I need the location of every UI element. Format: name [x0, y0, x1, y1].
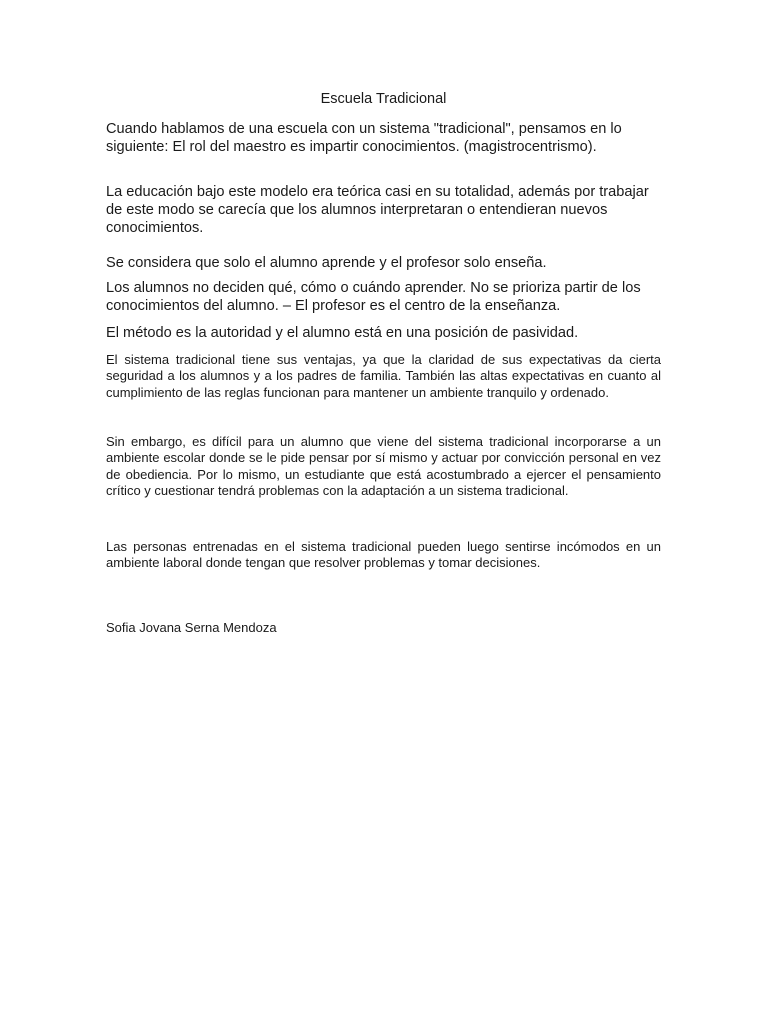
paragraph-sin-embargo: Sin embargo, es difícil para un alumno que viene del sistema tradicional incorporarse a un ambiente escolar donde se le pide pensar por sí mismo y actuar por convicción personal en vez de obediencia. Por lo mismo, un estudiante que está acostumbrado a ejercer el pensamiento crítico y cuestionar tendrá problemas con la adaptación a un sistema tradicional. [106, 434, 661, 498]
paragraph-alumno-aprende: Se considera que solo el alumno aprende y el profesor solo enseña. [106, 255, 547, 271]
paragraph-alumnos-no-deciden: Los alumnos no deciden qué, cómo o cuándo aprender. No se prioriza partir de los conocimientos del alumno. – El profesor es el centro de la enseñanza. [106, 280, 641, 314]
paragraph-rol-maestro: Cuando hablamos de una escuela con un sistema "tradicional", pensamos en lo siguiente: El rol del maestro es impartir conocimientos. (magistrocentrismo). [106, 121, 622, 155]
document-title: Escuela Tradicional [320, 91, 447, 107]
paragraph-educacion-teorica: La educación bajo este modelo era teórica casi en su totalidad, además por trabajar de este modo se carecía que los alumnos interpretaran o entendieran nuevos conocimientos. [106, 184, 649, 236]
author-signature: Sofia Jovana Serna Mendoza [106, 620, 277, 635]
paragraph-metodo-autoridad: El método es la autoridad y el alumno está en una posición de pasividad. [106, 325, 579, 341]
paragraph-personas-entrenadas: Las personas entrenadas en el sistema tradicional pueden luego sentirse incómodos en un ambiente laboral donde tengan que resolver problemas y tomar decisiones. [106, 539, 661, 571]
paragraph-ventajas: El sistema tradicional tiene sus ventajas, ya que la claridad de sus expectativas da cierta seguridad a los alumnos y a los padres de familia. También las altas expectativas en cuanto al cumplimiento de las reglas funcionan para mantener un ambiente tranquilo y ordenado. [106, 352, 661, 400]
